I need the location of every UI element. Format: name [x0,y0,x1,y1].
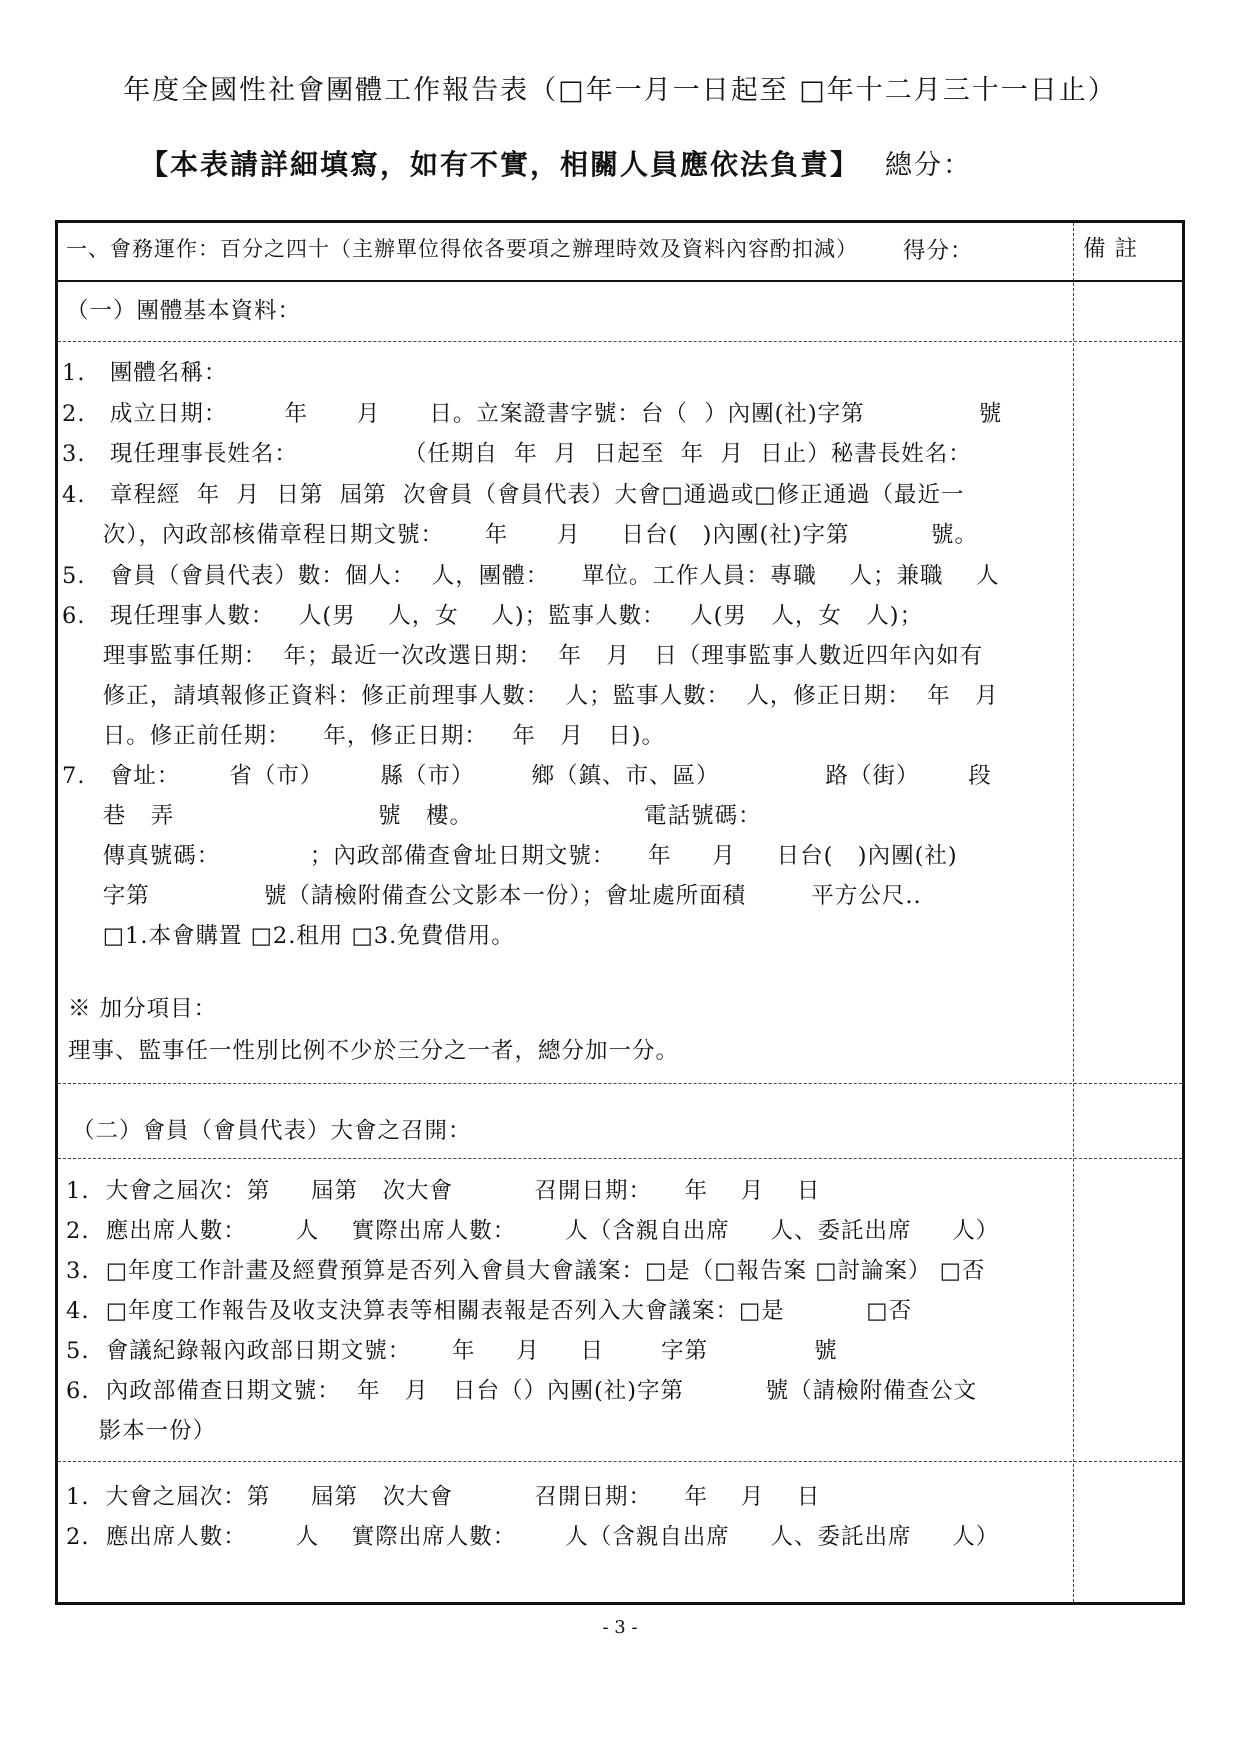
basic-line-1: 1. 團體名稱： [62,360,228,386]
form-notice: 【本表請詳細填寫，如有不實，相關人員應依法負責】 [140,148,861,181]
remarks-label: 備 註 [1083,236,1139,262]
remarks-column-divider [1073,223,1074,1602]
section1-score-label: 得分： [903,238,974,264]
basic-line-6-cont-a: 理事監事任期： 年；最近一次改選日期： 年 月 日（理事監事人數近四年內如有 [62,643,984,669]
basic-line-7: 7. 會址： 省（市） 縣（市） 鄉（鎮、市、區） 路（街） 段 [62,763,992,789]
basic-line-3: 3. 現任理事長姓名： （任期自 年 月 日起至 年 月 日止）秘書長姓名： [62,441,972,467]
basic-line-6: 6. 現任理事人數： 人(男 人，女 人)；監事人數： 人(男 人，女 人)； [62,603,924,629]
basic-line-7-cont-b: 傳真號碼： ；內政部備查會址日期文號： 年 月 日台( )內團(社) [62,843,958,869]
bonus-text: 理事、監事任一性別比例不少於三分之一者，總分加一分。 [68,1038,680,1064]
meeting-heading: （二）會員（會員代表）大會之召開： [72,1118,472,1144]
meeting-line-1: 1. 大會之屆次：第 屆第 次大會 召開日期： 年 月 日 [66,1178,821,1204]
basic-line-7-cont-c: 字第 號（請檢附備查公文影本一份）；會址處所面積 平方公尺.. [62,883,922,909]
basic-line-7-cont-d: □1.本會購置 □2.租用 □3.免費借用。 [62,923,515,949]
report-table [55,220,1185,1605]
divider [58,1158,1182,1159]
basic-info-heading: （一）團體基本資料： [66,298,302,324]
basic-line-4-cont: 次），內政部核備章程日期文號： 年 月 日台( )內團(社)字第 號。 [62,522,979,548]
basic-line-4: 4. 章程經 年 月 日第 屆第 次會員（會員代表）大會□通過或□修正通過（最近一 [62,482,965,508]
basic-line-7-cont-a: 巷 弄 號 樓。 電話號碼： [62,803,762,829]
meeting2-line-2: 2. 應出席人數： 人 實際出席人數： 人（含親自出席 人、委託出席 人） [66,1524,1000,1550]
basic-line-5: 5. 會員（會員代表）數：個人： 人，團體： 單位。工作人員：專職 人；兼職 人 [62,563,1000,589]
meeting-line-5: 5. 會議紀錄報內政部日期文號： 年 月 日 字第 號 [66,1338,838,1364]
divider [58,341,1182,342]
basic-line-2: 2. 成立日期： 年 月 日。立案證書字號：台（ ）內團(社)字第 號 [62,401,1003,427]
total-score-label: 總分： [885,150,972,181]
meeting-line-3: 3. □年度工作計畫及經費預算是否列入會員大會議案：□是（□報告案 □討論案） □否 [66,1258,986,1284]
meeting-line-6-cont: 影本一份） [66,1418,217,1444]
meeting2-line-1: 1. 大會之屆次：第 屆第 次大會 召開日期： 年 月 日 [66,1484,821,1510]
basic-line-6-cont-b: 修正，請填報修正資料：修正前理事人數： 人；監事人數： 人，修正日期： 年 月 [62,683,999,709]
divider [58,280,1182,282]
form-title: 年度全國性社會團體工作報告表（□年一月一日起至 □年十二月三十一日止） [123,75,1117,106]
meeting-line-2: 2. 應出席人數： 人 實際出席人數： 人（含親自出席 人、委託出席 人） [66,1218,1000,1244]
page-number: - 3 - [602,1617,638,1638]
divider [58,1461,1182,1462]
bonus-heading: ※ 加分項目： [68,996,218,1022]
basic-line-6-cont-c: 日。修正前任期： 年，修正日期： 年 月 日)。 [62,723,666,749]
meeting-line-6: 6. 內政部備查日期文號： 年 月 日台（）內團(社)字第 號（請檢附備查公文 [66,1378,978,1404]
section1-heading: 一、會務運作：百分之四十（主辦單位得依各要項之辦理時效及資料內容酌扣減） [66,237,858,261]
divider [58,1083,1182,1084]
meeting-line-4: 4. □年度工作報告及收支決算表等相關表報是否列入大會議案：□是 □否 [66,1298,913,1324]
